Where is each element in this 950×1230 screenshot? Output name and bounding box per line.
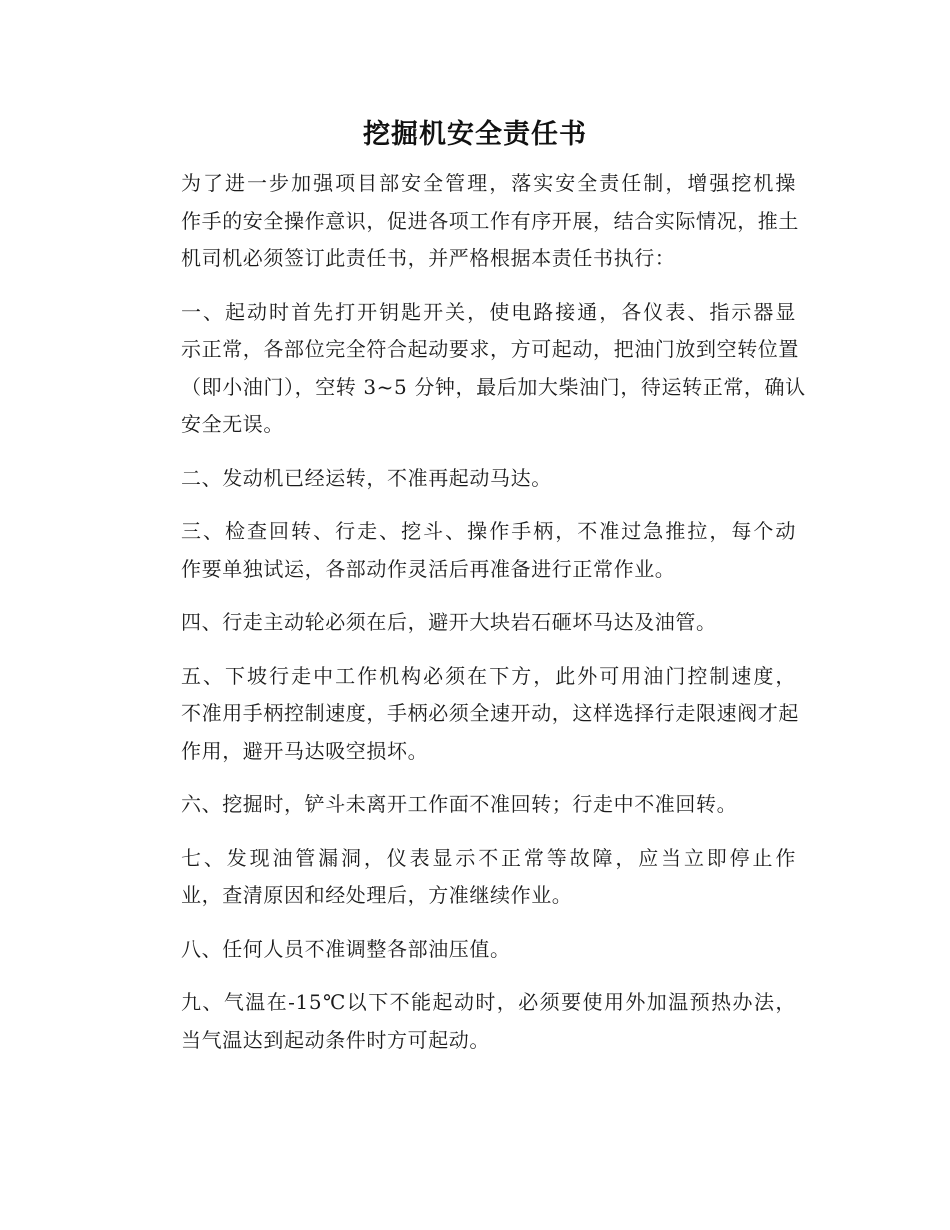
paragraph-line: 安全无误。 <box>181 412 284 436</box>
paragraph-line: 七、发现油管漏洞，仪表显示不正常等故障，应当立即停止作 <box>181 845 796 870</box>
paragraph-item-7 <box>141 840 796 915</box>
paragraph-line: 五、下坡行走中工作机构必须在下方，此外可用油门控制速度， <box>181 663 796 688</box>
paragraph-item-1 <box>141 294 806 444</box>
paragraph-line: 作用，避开马达吸空损坏。 <box>181 738 429 763</box>
paragraph-intro <box>141 165 799 278</box>
paragraph-line: 八、任何人员不准调整各部油压值。 <box>181 936 511 961</box>
paragraph-line: （即小油门），空转 3~5 分钟，最后加大柴油门，待运转正常，确认 <box>181 374 806 399</box>
paragraph-line: 不准用手柄控制速度，手柄必须全速开动，这样选择行走限速阀才起 <box>181 701 799 725</box>
paragraph-item-8 <box>141 931 796 969</box>
paragraph-line: 四、行走主动轮必须在后，避开大块岩石砸坏马达及油管。 <box>181 610 717 634</box>
paragraph-item-3 <box>141 513 796 588</box>
paragraph-line: 机司机必须签订此责任书，并严格根据本责任书执行： <box>181 246 676 270</box>
paragraph-line: 九、气温在-15℃以下不能起动时，必须要使用外加温预热办法， <box>181 990 796 1014</box>
paragraph-line: 为了进一步加强项目部安全管理，落实安全责任制，增强挖机操 <box>181 171 796 195</box>
paragraph-line: 业，查清原因和经处理后，方准继续作业。 <box>181 883 573 907</box>
paragraph-line: 一、起动时首先打开钥匙开关，使电路接通，各仪表、指示器显 <box>181 299 796 324</box>
paragraph-line: 六、挖掘时，铲斗未离开工作面不准回转；行走中不准回转。 <box>181 792 738 816</box>
paragraph-item-9 <box>141 984 796 1059</box>
document-title: 挖掘机安全责任书 <box>363 119 587 150</box>
paragraph-line: 二、发动机已经运转，不准再起动马达。 <box>181 465 552 490</box>
paragraph-item-6 <box>141 786 796 824</box>
paragraph-line: 三、检查回转、行走、挖斗、操作手柄，不准过急推拉，每个动 <box>181 519 796 543</box>
paragraph-item-2 <box>141 460 796 498</box>
paragraph-line: 作手的安全操作意识，促进各项工作有序开展，结合实际情况，推土 <box>181 208 799 233</box>
paragraph-line: 作要单独试运，各部动作灵活后再准备进行正常作业。 <box>181 556 676 581</box>
paragraph-line: 当气温达到起动条件时方可起动。 <box>181 1027 490 1052</box>
paragraph-item-5 <box>141 658 799 771</box>
paragraph-item-4 <box>141 604 796 642</box>
paragraph-line: 示正常，各部位完全符合起动要求，方可起动，把油门放到空转位置 <box>181 337 799 361</box>
document-body <box>141 165 806 1075</box>
